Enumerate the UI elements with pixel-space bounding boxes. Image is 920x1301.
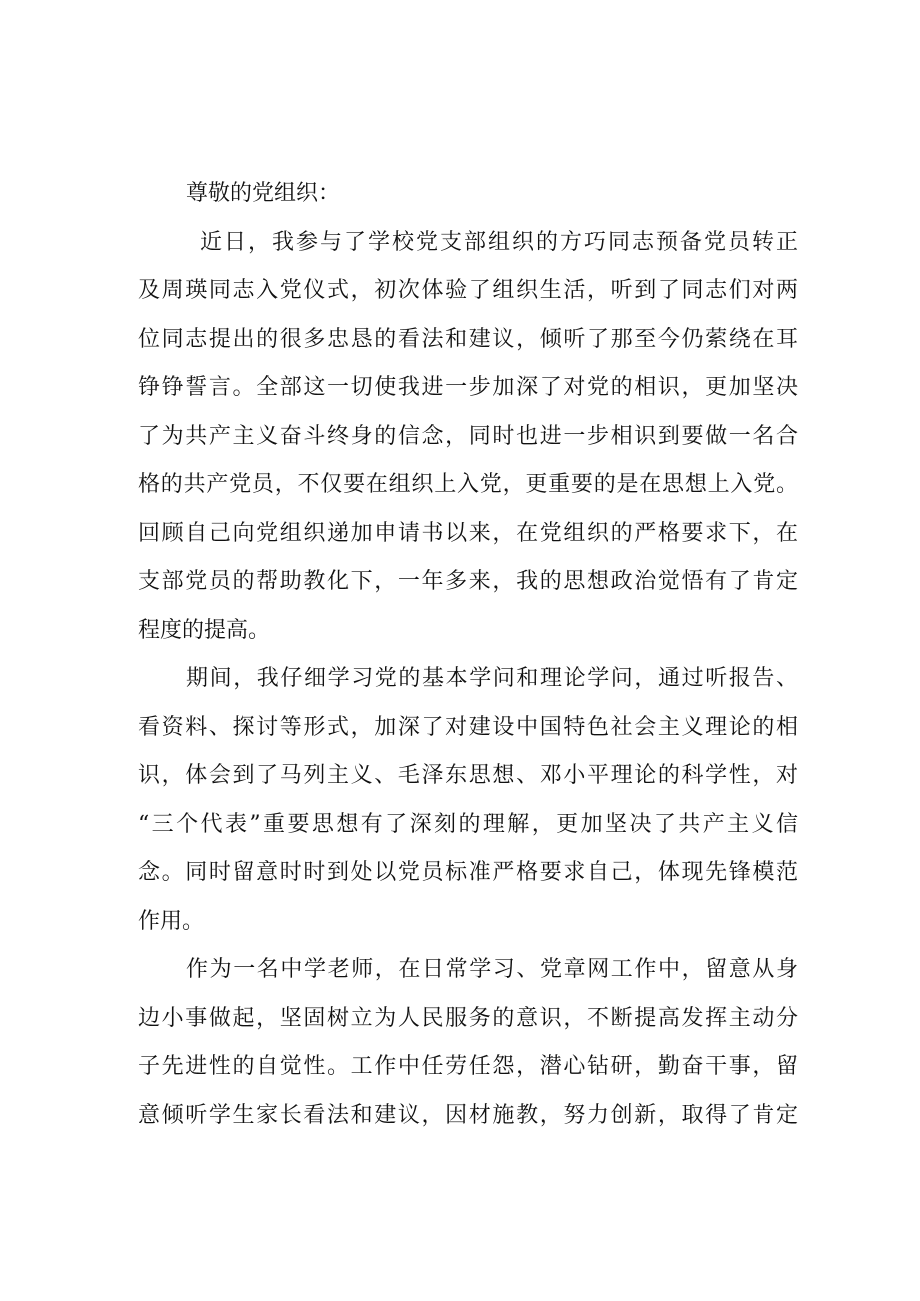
paragraph-1-line-2: 及周瑛同志入党仪式，初次体验了组织生活，听到了同志们对两: [138, 278, 798, 303]
paragraph-2-line-1: 期间，我仔细学习党的基本学问和理论学问，通过听报告、: [186, 666, 798, 691]
paragraph-3-line-3: 子先进性的自觉性。工作中任劳任怨，潜心钻研，勤奋干事，留: [138, 1054, 798, 1079]
paragraph-2-line-4: “三个代表”重要思想有了深刻的理解，更加坚决了共产主义信: [138, 811, 798, 837]
paragraph-1-line-6: 格的共产党员，不仅要在组织上入党，更重要的是在思想上入党。: [138, 472, 798, 497]
paragraph-3-line-2: 边小事做起，坚固树立为人民服务的意识，不断提高发挥主动分: [138, 1005, 798, 1031]
paragraph-2-line-5: 念。同时留意时时到处以党员标准严格要求自己，体现先锋模范: [138, 860, 798, 885]
paragraph-2-line-2: 看资料、探讨等形式，加深了对建设中国特色社会主义理论的相: [138, 714, 798, 740]
paragraph-2-line-6: 作用。: [138, 908, 205, 934]
paragraph-1-line-3: 位同志提出的很多忠恳的看法和建议，倾听了那至今仍萦绕在耳: [138, 326, 798, 352]
salutation: 尊敬的党组织：: [186, 181, 341, 206]
paragraph-1-line-4: 铮铮誓言。全部这一切使我进一步加深了对党的相识，更加坚决: [138, 375, 798, 400]
paragraph-2-line-3: 识，体会到了马列主义、毛泽东思想、邓小平理论的科学性，对: [138, 763, 798, 788]
letter-body: [138, 170, 798, 1140]
paragraph-3-line-4: 意倾听学生家长看法和建议，因材施教，努力创新，取得了肯定: [138, 1102, 798, 1128]
paragraph-1-line-9: 程度的提高。: [138, 617, 271, 643]
paragraph-1-line-5: 了为共产主义奋斗终身的信念，同时也进一步相识到要做一名合: [138, 423, 798, 449]
paragraph-3-line-1: 作为一名中学老师，在日常学习、党章网工作中，留意从身: [186, 957, 798, 982]
paragraph-1-line-7: 回顾自己向党组织递加申请书以来，在党组织的严格要求下，在: [138, 520, 798, 546]
paragraph-1-line-1: 近日，我参与了学校党支部组织的方巧同志预备党员转正: [200, 229, 798, 255]
paragraph-1-line-8: 支部党员的帮助教化下，一年多来，我的思想政治觉悟有了肯定: [138, 569, 798, 594]
